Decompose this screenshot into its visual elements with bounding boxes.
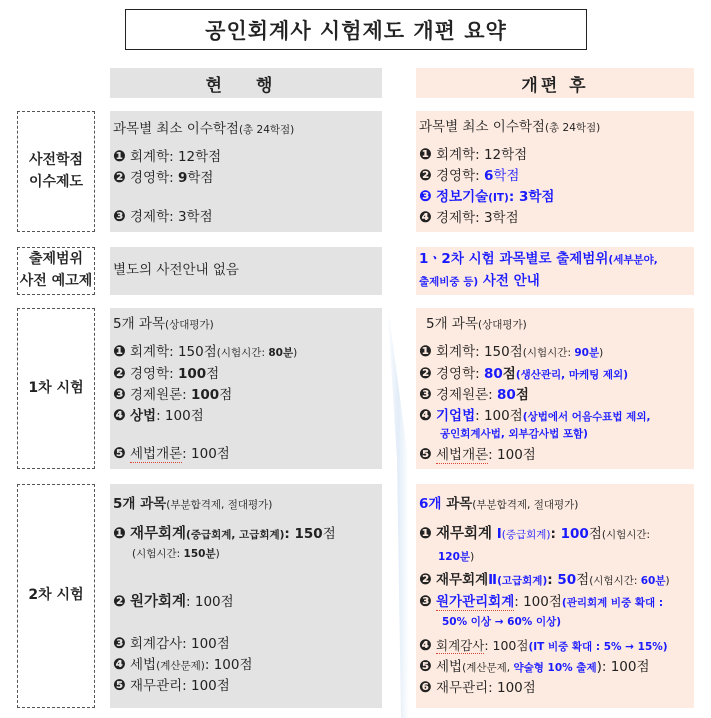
first-current-line3: ❸ 경제원론: 100점 bbox=[113, 385, 233, 403]
first-current-line4: ❹ 상법: 100점 bbox=[113, 406, 204, 424]
prereq-current-line2: ❷ 경영학: 9학점 bbox=[113, 168, 214, 186]
second-current-line4: ❹ 세법(계산문제): 100점 bbox=[113, 655, 253, 673]
second-reform-cell bbox=[416, 484, 694, 708]
notice-reform-line1: 1ㆍ2차 시험 과목별로 출제범위(세부분야, bbox=[419, 251, 658, 267]
prereq-reform-line1: ❶ 회계학: 12학점 bbox=[419, 145, 528, 163]
first-reform-line4-cont: 공인회계사법, 외부감사법 포함) bbox=[440, 428, 588, 440]
second-reform-line6: ❻ 재무관리: 100점 bbox=[419, 678, 536, 696]
first-current-line1: ❶ 회계학: 150점(시험시간: 80분) bbox=[113, 342, 298, 360]
notice-current-cell bbox=[110, 247, 382, 295]
first-reform-intro: 5개 과목(상대평가) bbox=[426, 316, 527, 332]
row-label-prereq-line2: 이수제도 bbox=[28, 173, 84, 190]
row-label-notice-line2: 사전 예고제 bbox=[19, 273, 93, 289]
second-current-line1: ❶ 재무회계(중급회계, 고급회계): 150점 bbox=[113, 524, 336, 542]
prereq-reform-line4: ❹ 경제학: 3학점 bbox=[419, 208, 519, 226]
second-reform-line1-cont: 120분) bbox=[438, 551, 475, 563]
second-current-line5: ❺ 재무관리: 100점 bbox=[113, 676, 230, 694]
notice-reform-cell bbox=[416, 247, 694, 295]
prereq-reform-line2: ❷ 경영학: 6학점 bbox=[419, 166, 520, 184]
second-current-intro: 5개 과목(부분합격제, 절대평가) bbox=[113, 496, 273, 512]
notice-reform-line2: 출제비중 등) 사전 안내 bbox=[419, 273, 540, 289]
prereq-reform-cell bbox=[416, 111, 694, 232]
second-reform-line3: ❸ 원가관리회계: 100점(관리회계 비중 확대 : bbox=[419, 592, 664, 610]
page-title: 공인회계사 시험제도 개편 요약 bbox=[125, 9, 587, 50]
second-reform-line2: ❷ 재무회계Ⅱ(고급회계): 50점(시험시간: 60분) bbox=[419, 570, 670, 588]
first-reform-line5: ❺ 세법개론: 100점 bbox=[419, 445, 536, 463]
first-current-intro: 5개 과목(상대평가) bbox=[113, 316, 214, 332]
first-reform-line2: ❷ 경영학: 80점(생산관리, 마케팅 제외) bbox=[419, 364, 628, 382]
first-current-cell bbox=[110, 308, 382, 469]
row-label-second-text: 2차 시험 bbox=[28, 587, 84, 604]
first-current-line5: ❺ 세법개론: 100점 bbox=[113, 444, 230, 462]
row-label-notice bbox=[17, 247, 95, 295]
row-label-first bbox=[17, 308, 95, 469]
prereq-current-line3: ❸ 경제학: 3학점 bbox=[113, 207, 213, 225]
second-reform-line4: ❹ 회계감사: 100점(IT 비중 확대 : 5% → 15%) bbox=[419, 636, 668, 654]
second-current-line1-cont: (시험시간: 150분) bbox=[132, 548, 220, 560]
first-reform-line1: ❶ 회계학: 150점(시험시간: 90분) bbox=[419, 342, 604, 360]
prereq-current-cell bbox=[110, 111, 382, 232]
second-current-line2: ❷ 원가회계: 100점 bbox=[113, 592, 234, 610]
header-reform: 개편 후 bbox=[416, 68, 694, 98]
first-reform-line3: ❸ 경제원론: 80점 bbox=[419, 385, 529, 403]
first-current-line2: ❷ 경영학: 100점 bbox=[113, 364, 220, 382]
row-label-notice-line1: 출제범위 bbox=[28, 251, 84, 268]
header-current: 현 행 bbox=[110, 68, 382, 98]
prereq-reform-intro: 과목별 최소 이수학점(총 24학점) bbox=[419, 119, 601, 135]
row-label-prereq bbox=[17, 111, 95, 232]
prereq-current-intro: 과목별 최소 이수학점(총 24학점) bbox=[113, 121, 295, 137]
second-reform-intro: 6개 과목(부분합격제, 절대평가) bbox=[419, 496, 579, 512]
transition-arrow-graphic bbox=[383, 300, 413, 718]
row-label-prereq-line1: 사전학점 bbox=[28, 151, 84, 168]
second-reform-line3-cont: 50% 이상 → 60% 이상) bbox=[442, 616, 562, 628]
second-current-cell bbox=[110, 484, 382, 708]
row-label-second bbox=[17, 484, 95, 708]
notice-current-line1: 별도의 사전안내 없음 bbox=[113, 262, 239, 278]
second-reform-line1: ❶ 재무회계 Ⅰ(중급회계): 100점(시험시간: bbox=[419, 524, 651, 542]
second-current-line3: ❸ 회계감사: 100점 bbox=[113, 634, 230, 652]
prereq-reform-line3: ❸ 정보기술(IT): 3학점 bbox=[419, 187, 555, 205]
prereq-current-line1: ❶ 회계학: 12학점 bbox=[113, 147, 222, 165]
first-reform-line4: ❹ 기업법: 100점(상법에서 어음수표법 제외, bbox=[419, 406, 651, 424]
second-reform-line5: ❺ 세법(계산문제, 약술형 10% 출제): 100점 bbox=[419, 657, 650, 675]
row-label-first-text: 1차 시험 bbox=[28, 379, 84, 396]
first-reform-cell bbox=[416, 308, 694, 469]
